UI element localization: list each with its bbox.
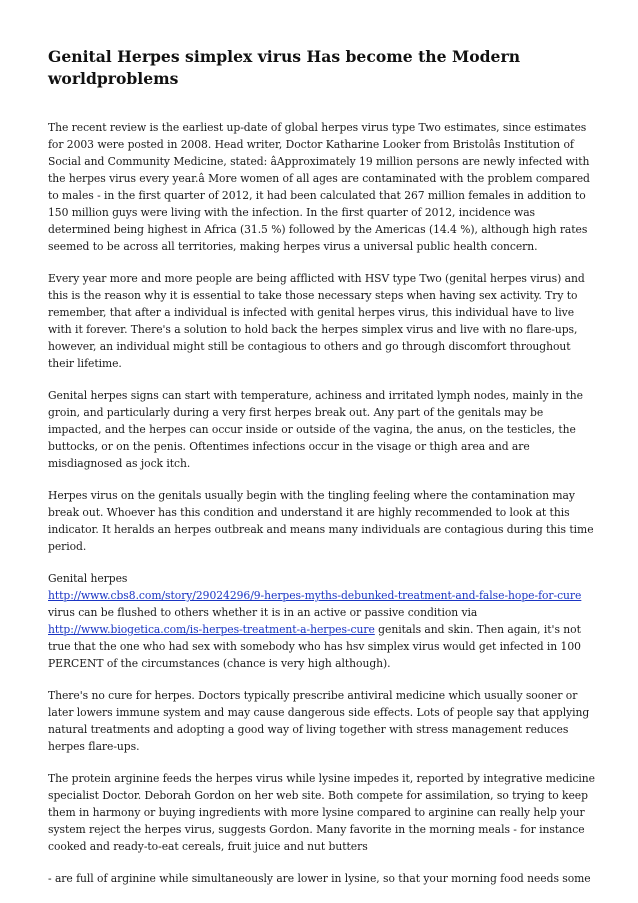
- paragraph-signs: Genital herpes signs can start with temperature, achiness and irritated lymph nodes, mainly in the groin, and particularly during a very first herpes break out. Any part of the genitals may be impacted, and the herpes can occur inside or outside of the vagina, the anus, on the testicles, the buttocks, or on the penis. Oftentimes infections occur in the visage or thigh area and are misdiagnosed as jock itch.: [48, 389, 583, 470]
- cbs8-article-link[interactable]: http://www.cbs8.com/story/29024296/9-herpes-myths-debunked-treatment-and-false-hope-for-cure: [48, 589, 582, 602]
- transmission-text-mid: virus can be flushed to others whether it is in an active or passive condition via: [48, 606, 478, 619]
- page-title: Genital Herpes simplex virus Has become the Modern worldproblems: [48, 47, 521, 88]
- paragraph-no-cure: There's no cure for herpes. Doctors typically prescribe antiviral medicine which usually sooner or later lowers immune system and may cause dangerous side effects. Lots of people say that applying natural treatments and adopting a good way of living together with stress management reduces herpes flare-ups.: [48, 689, 590, 753]
- paragraph-transmission: [48, 570, 596, 672]
- transmission-text-start: Genital herpes: [48, 572, 128, 585]
- document-page: [48, 46, 596, 902]
- transmission-text-end: genitals and skin. Then again, it's not true that the one who had sex with somebody who has hsv simplex virus would get infected in 100 PERCENT of the circumstances (chance is very high although).: [48, 623, 581, 670]
- paragraph-arginine: The protein arginine feeds the herpes virus while lysine impedes it, reported by integrative medicine specialist Doctor. Deborah Gordon on her web site. Both compete for assimilation, so trying to keep them in harmony or buying ingredients with more lysine compared to arginine can really help your system reject the herpes virus, suggests Gordon. Many favorite in the morning meals - for instance cooked and ready-to-eat cereals, fruit juice and nut butters: [48, 772, 595, 853]
- paragraph-lysine: - are full of arginine while simultaneously are lower in lysine, so that your morning food needs some: [48, 872, 591, 885]
- paragraph-tingling: Herpes virus on the genitals usually begin with the tingling feeling where the contamination may break out. Whoever has this condition and understand it are highly recommended to look at this indicator. It heralds an herpes outbreak and means many individuals are contagious during this time period.: [48, 489, 594, 553]
- paragraph-global-estimates: The recent review is the earliest up-date of global herpes virus type Two estimates, since estimates for 2003 were posted in 2008. Head writer, Doctor Katharine Looker from Bristolâs Institution of Social and Community Medicine, stated: âApproximately 19 million persons are newly infected with the herpes virus every year.â More women of all ages are contaminated with the problem compared to males - in the first quarter of 2012, it had been calculated that 267 million females in addition to 150 million guys were living with the infection. In the first quarter of 2012, incidence was determined being highest in Africa (31.5 %) followed by the Americas (14.4 %), although high rates seemed to be across all territories, making herpes virus a universal public health concern.: [48, 121, 590, 253]
- paragraph-hsv-type-two: Every year more and more people are being afflicted with HSV type Two (genital herpes virus) and this is the reason why it is essential to take those necessary steps when having sex activity. Try to remember, that after a individual is infected with genital herpes virus, this individual have to live with it forever. There's a solution to hold back the herpes simplex virus and live with no flare-ups, however, an individual might still be contagious to others and go through discomfort throughout their lifetime.: [48, 272, 585, 370]
- biogetica-article-link[interactable]: http://www.biogetica.com/is-herpes-treatment-a-herpes-cure: [48, 623, 375, 636]
